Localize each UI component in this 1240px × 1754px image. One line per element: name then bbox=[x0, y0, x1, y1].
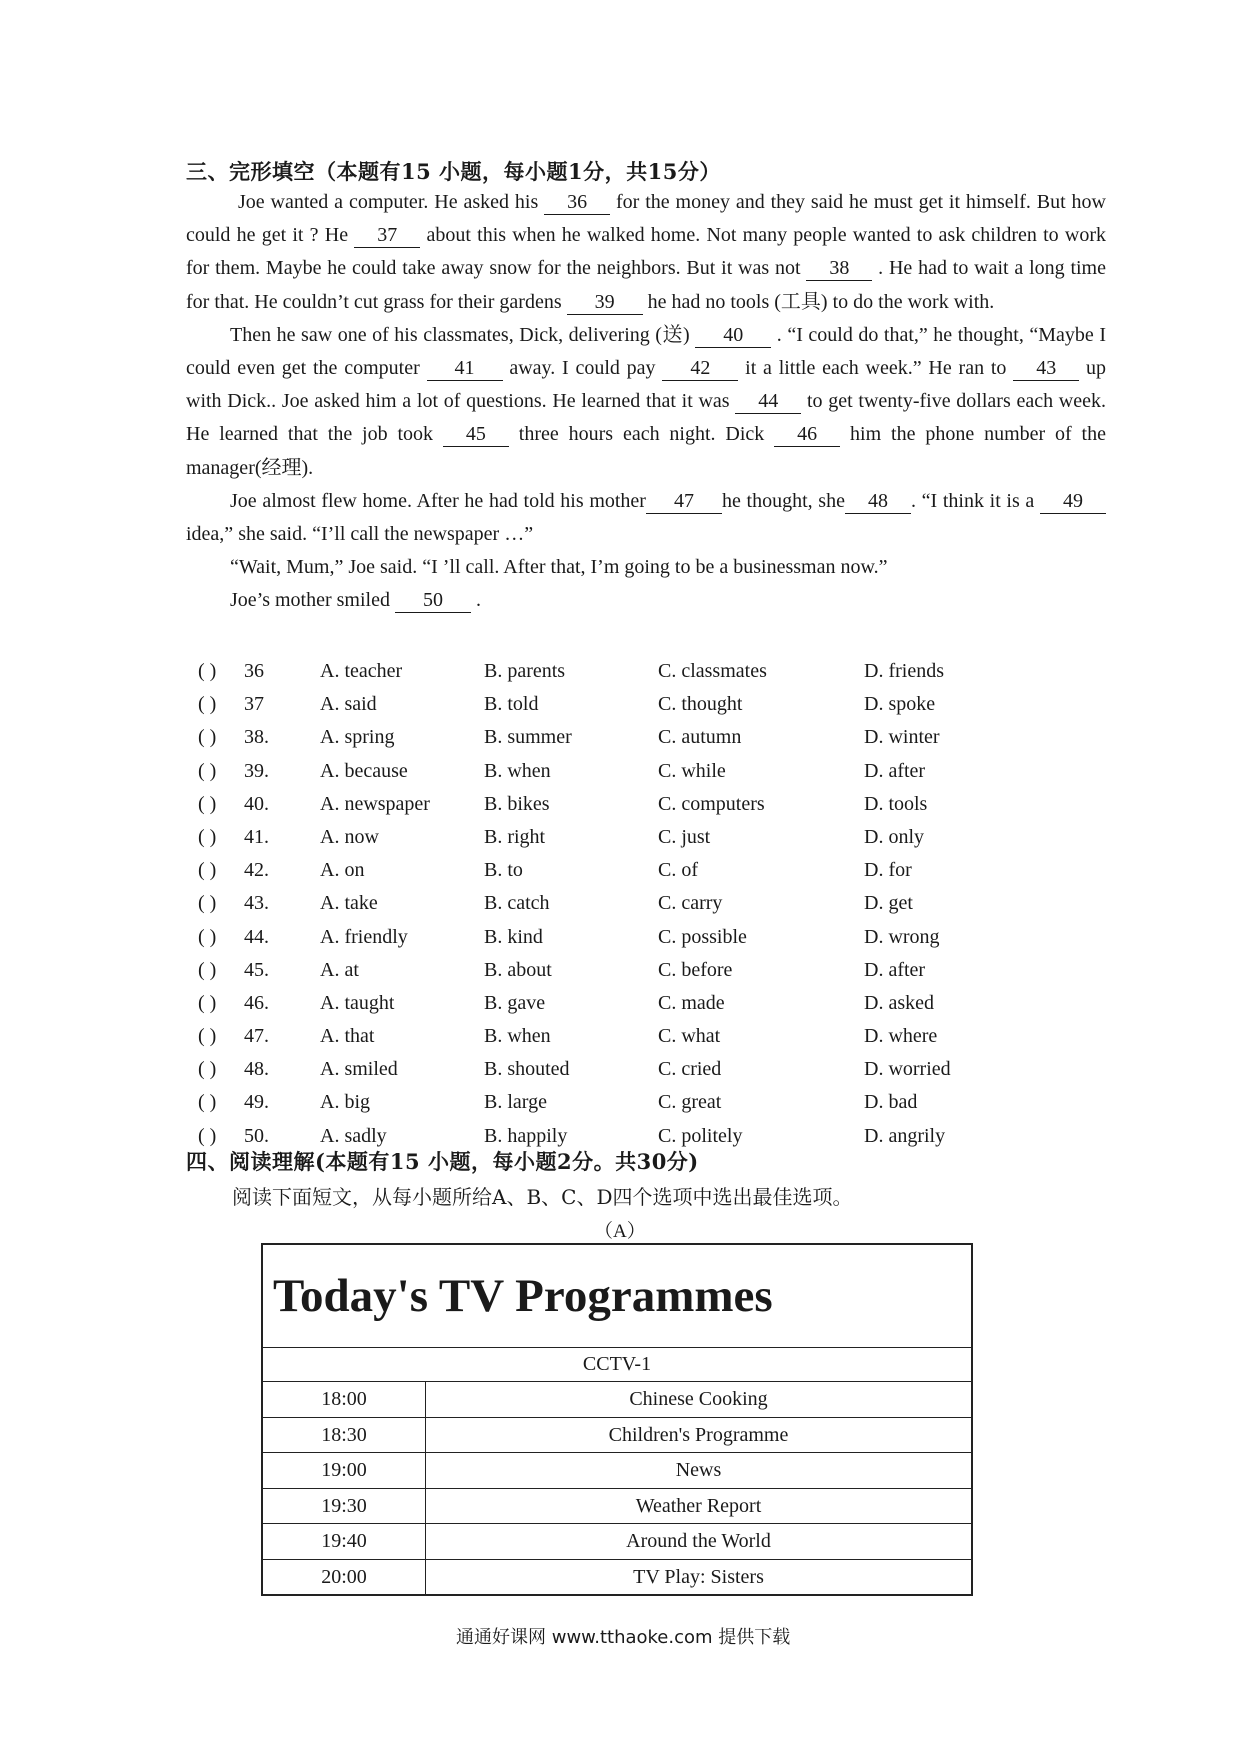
question-number: 46. bbox=[244, 991, 269, 1014]
question-row bbox=[186, 921, 1106, 954]
option-d: D. wrong bbox=[864, 925, 940, 948]
answer-parentheses[interactable]: ( ) bbox=[198, 892, 217, 915]
answer-blank: 44 bbox=[735, 389, 801, 414]
option-c: C. politely bbox=[658, 1124, 743, 1147]
answer-blank: 39 bbox=[567, 290, 643, 315]
passage-text: for the money and they said he must get it himself. But how could he get it ? He bbox=[186, 191, 1106, 247]
question-row bbox=[186, 954, 1106, 987]
tv-channel: CCTV-1 bbox=[263, 1348, 971, 1382]
programme-time: 19:30 bbox=[263, 1489, 426, 1524]
answer-parentheses[interactable]: ( ) bbox=[198, 693, 217, 716]
option-c: C. just bbox=[658, 825, 711, 848]
option-b: B. large bbox=[484, 1091, 547, 1114]
option-c: C. autumn bbox=[658, 726, 742, 749]
passage-text: three hours each night. Dick bbox=[508, 423, 775, 446]
option-d: D. bad bbox=[864, 1091, 918, 1114]
option-c: C. while bbox=[658, 759, 726, 782]
answer-parentheses[interactable]: ( ) bbox=[198, 859, 217, 882]
question-number: 36 bbox=[244, 660, 264, 682]
paragraph-4: “Wait, Mum,” Joe said. “I ’ll call. After that, I’m going to be a businessman now.” bbox=[230, 556, 888, 579]
answer-blank: 38 bbox=[806, 256, 872, 281]
programme-time: 18:30 bbox=[263, 1418, 426, 1453]
option-a: A. spring bbox=[320, 726, 395, 749]
passage-label: （A） bbox=[594, 1221, 646, 1242]
passage-text: . “I could do that,” he thought, “Maybe I could even get the computer bbox=[186, 323, 1106, 380]
option-a: A. said bbox=[320, 693, 377, 716]
tv-schedule-row bbox=[263, 1524, 971, 1560]
tv-schedule-title: Today's TV Programmes bbox=[263, 1245, 971, 1348]
question-number: 38. bbox=[244, 726, 269, 749]
answer-parentheses[interactable]: ( ) bbox=[198, 660, 217, 682]
answer-blank: 43 bbox=[1013, 356, 1079, 381]
programme-name: Chinese Cooking bbox=[629, 1388, 768, 1410]
answer-blank: 45 bbox=[443, 422, 509, 447]
question-row bbox=[186, 655, 1106, 688]
paragraph-3 bbox=[186, 485, 1106, 551]
option-b: B. summer bbox=[484, 726, 572, 749]
options-list bbox=[186, 655, 1106, 1153]
passage-text: him the phone number of the manager(经理). bbox=[186, 423, 1106, 479]
option-a: A. friendly bbox=[320, 925, 408, 948]
para5-text: Joe’s mother smiled bbox=[230, 589, 395, 612]
option-c: C. great bbox=[658, 1091, 722, 1114]
option-b: B. when bbox=[484, 759, 551, 782]
option-b: B. kind bbox=[484, 925, 543, 948]
option-c: C. possible bbox=[658, 925, 747, 948]
paragraph-2 bbox=[186, 319, 1106, 485]
passage-text: to get twenty-five dollars each week. He learned that the job took bbox=[186, 390, 1106, 446]
option-a: A. that bbox=[320, 1025, 375, 1048]
question-row bbox=[186, 1053, 1106, 1086]
question-number: 41. bbox=[244, 825, 269, 848]
passage-text: Then he saw one of his classmates, Dick, delivering (送) bbox=[230, 323, 696, 346]
footer-credit: 通通好课网 www.tthaoke.com 提供下载 bbox=[456, 1627, 791, 1648]
answer-blank: 50 bbox=[395, 588, 471, 613]
option-d: D. worried bbox=[864, 1058, 951, 1081]
tv-schedule-rows bbox=[263, 1382, 971, 1594]
answer-blank: 48 bbox=[845, 489, 911, 514]
option-c: C. computers bbox=[658, 792, 765, 815]
option-b: B. parents bbox=[484, 660, 566, 682]
answer-parentheses[interactable]: ( ) bbox=[198, 726, 217, 749]
option-a: A. sadly bbox=[320, 1124, 387, 1147]
option-b: B. told bbox=[484, 693, 539, 716]
tv-schedule-row bbox=[263, 1489, 971, 1525]
option-b: B. bikes bbox=[484, 792, 550, 815]
passage-text: . He had to wait a long time for that. He couldn’t cut grass for their gardens bbox=[186, 257, 1106, 313]
question-row bbox=[186, 987, 1106, 1020]
question-row bbox=[186, 854, 1106, 887]
option-d: D. for bbox=[864, 859, 912, 882]
option-b: B. right bbox=[484, 825, 546, 848]
question-number: 43. bbox=[244, 892, 269, 915]
option-b: B. gave bbox=[484, 991, 546, 1014]
paragraph-5 bbox=[186, 584, 1106, 617]
option-c: C. made bbox=[658, 991, 725, 1014]
option-d: D. where bbox=[864, 1025, 938, 1048]
passage-text: he thought, she bbox=[721, 489, 845, 512]
para5-end: . bbox=[470, 589, 481, 612]
section3-heading: 三、完形填空（本题有15 小题，每小题1分，共15分） bbox=[186, 159, 721, 184]
passage-text: Joe wanted a computer. He asked his bbox=[238, 191, 545, 213]
answer-parentheses[interactable]: ( ) bbox=[198, 1091, 217, 1114]
programme-name: News bbox=[675, 1459, 722, 1481]
option-a: A. on bbox=[320, 859, 365, 882]
question-number: 39. bbox=[244, 759, 269, 782]
option-c: C. what bbox=[658, 1025, 721, 1048]
answer-blank: 46 bbox=[774, 422, 840, 447]
question-number: 49. bbox=[244, 1091, 269, 1114]
question-row bbox=[186, 755, 1106, 788]
option-a: A. taught bbox=[320, 991, 395, 1014]
answer-parentheses[interactable]: ( ) bbox=[198, 925, 217, 948]
passage-text: about this when he walked home. Not many people wanted to ask children to work for them. Maybe he could take away snow for the neighbors. But it was not bbox=[186, 224, 1106, 280]
option-d: D. tools bbox=[864, 792, 928, 815]
answer-blank: 49 bbox=[1040, 489, 1106, 514]
option-b: B. catch bbox=[484, 892, 550, 915]
passage-text: he had no tools (工具) to do the work with. bbox=[642, 290, 995, 313]
programme-name: Around the World bbox=[626, 1530, 771, 1552]
option-a: A. big bbox=[320, 1091, 370, 1114]
option-b: B. about bbox=[484, 958, 552, 981]
option-d: D. angrily bbox=[864, 1124, 946, 1147]
section4-heading: 四、阅读理解(本题有15 小题，每小题2分。共30分) bbox=[186, 1149, 699, 1174]
programme-time: 19:00 bbox=[263, 1453, 426, 1488]
option-a: A. take bbox=[320, 892, 378, 915]
question-row bbox=[186, 887, 1106, 920]
option-c: C. carry bbox=[658, 892, 723, 915]
option-b: B. when bbox=[484, 1025, 551, 1048]
question-number: 50. bbox=[244, 1124, 269, 1147]
answer-parentheses[interactable]: ( ) bbox=[198, 792, 217, 815]
question-number: 44. bbox=[244, 925, 269, 948]
question-number: 47. bbox=[244, 1025, 269, 1048]
tv-schedule-row bbox=[263, 1382, 971, 1418]
programme-name: Weather Report bbox=[635, 1494, 762, 1517]
option-c: C. of bbox=[658, 859, 698, 882]
question-number: 37 bbox=[244, 693, 264, 716]
option-a: A. newspaper bbox=[320, 792, 430, 815]
answer-parentheses[interactable]: ( ) bbox=[198, 958, 217, 981]
question-row bbox=[186, 821, 1106, 854]
tv-schedule-row bbox=[263, 1560, 971, 1595]
answer-blank: 41 bbox=[427, 356, 503, 381]
option-a: A. now bbox=[320, 825, 379, 848]
answer-parentheses[interactable]: ( ) bbox=[198, 825, 217, 848]
option-d: D. asked bbox=[864, 991, 934, 1014]
option-a: A. smiled bbox=[320, 1058, 398, 1081]
answer-parentheses[interactable]: ( ) bbox=[198, 1058, 217, 1081]
passage-text: . “I think it is a bbox=[910, 489, 1040, 512]
option-c: C. cried bbox=[658, 1058, 722, 1081]
question-number: 42. bbox=[244, 859, 269, 882]
paragraph-1 bbox=[186, 186, 1106, 319]
reading-instruction: 阅读下面短文，从每小题所给A、B、C、D四个选项中选出最佳选项。 bbox=[232, 1185, 853, 1209]
option-d: D. only bbox=[864, 825, 924, 848]
question-number: 45. bbox=[244, 958, 269, 981]
passage-text: it a little each week.” He ran to bbox=[738, 357, 1014, 380]
programme-time: 20:00 bbox=[263, 1560, 426, 1595]
programme-name: Children's Programme bbox=[608, 1423, 789, 1446]
answer-blank: 42 bbox=[662, 356, 738, 381]
option-c: C. classmates bbox=[658, 660, 767, 682]
option-d: D. friends bbox=[864, 660, 944, 682]
tv-schedule-table bbox=[261, 1243, 973, 1596]
question-row bbox=[186, 688, 1106, 721]
option-d: D. after bbox=[864, 958, 926, 981]
option-d: D. get bbox=[864, 892, 913, 915]
answer-blank: 47 bbox=[646, 489, 722, 514]
answer-parentheses[interactable]: ( ) bbox=[198, 1025, 217, 1048]
passage-text: up with Dick.. Joe asked him a lot of questions. He learned that it was bbox=[186, 357, 1106, 413]
question-row bbox=[186, 721, 1106, 754]
programme-name: TV Play: Sisters bbox=[633, 1565, 764, 1588]
question-row bbox=[186, 1020, 1106, 1053]
tv-schedule-row bbox=[263, 1418, 971, 1454]
programme-time: 19:40 bbox=[263, 1524, 426, 1559]
option-a: A. teacher bbox=[320, 660, 403, 682]
answer-parentheses[interactable]: ( ) bbox=[198, 759, 217, 782]
programme-time: 18:00 bbox=[263, 1382, 426, 1417]
answer-parentheses[interactable]: ( ) bbox=[198, 991, 217, 1014]
answer-parentheses[interactable]: ( ) bbox=[198, 1124, 217, 1147]
question-row bbox=[186, 1086, 1106, 1119]
answer-blank: 37 bbox=[354, 223, 420, 248]
option-a: A. because bbox=[320, 759, 408, 782]
passage-text: idea,” she said. “I’ll call the newspaper …” bbox=[186, 523, 534, 546]
option-a: A. at bbox=[320, 958, 359, 981]
tv-schedule-row bbox=[263, 1453, 971, 1489]
option-b: B. happily bbox=[484, 1124, 568, 1147]
option-d: D. spoke bbox=[864, 693, 936, 716]
answer-blank: 36 bbox=[544, 190, 610, 215]
question-number: 48. bbox=[244, 1058, 269, 1081]
option-d: D. winter bbox=[864, 726, 940, 749]
answer-blank: 40 bbox=[695, 323, 771, 348]
option-c: C. before bbox=[658, 958, 733, 981]
option-d: D. after bbox=[864, 759, 926, 782]
option-b: B. to bbox=[484, 859, 523, 882]
question-number: 40. bbox=[244, 792, 269, 815]
option-b: B. shouted bbox=[484, 1058, 570, 1081]
cloze-passage bbox=[186, 186, 1106, 618]
question-row bbox=[186, 788, 1106, 821]
option-c: C. thought bbox=[658, 693, 743, 716]
passage-text: away. I could pay bbox=[502, 357, 663, 380]
passage-text: Joe almost flew home. After he had told his mother bbox=[230, 489, 646, 512]
